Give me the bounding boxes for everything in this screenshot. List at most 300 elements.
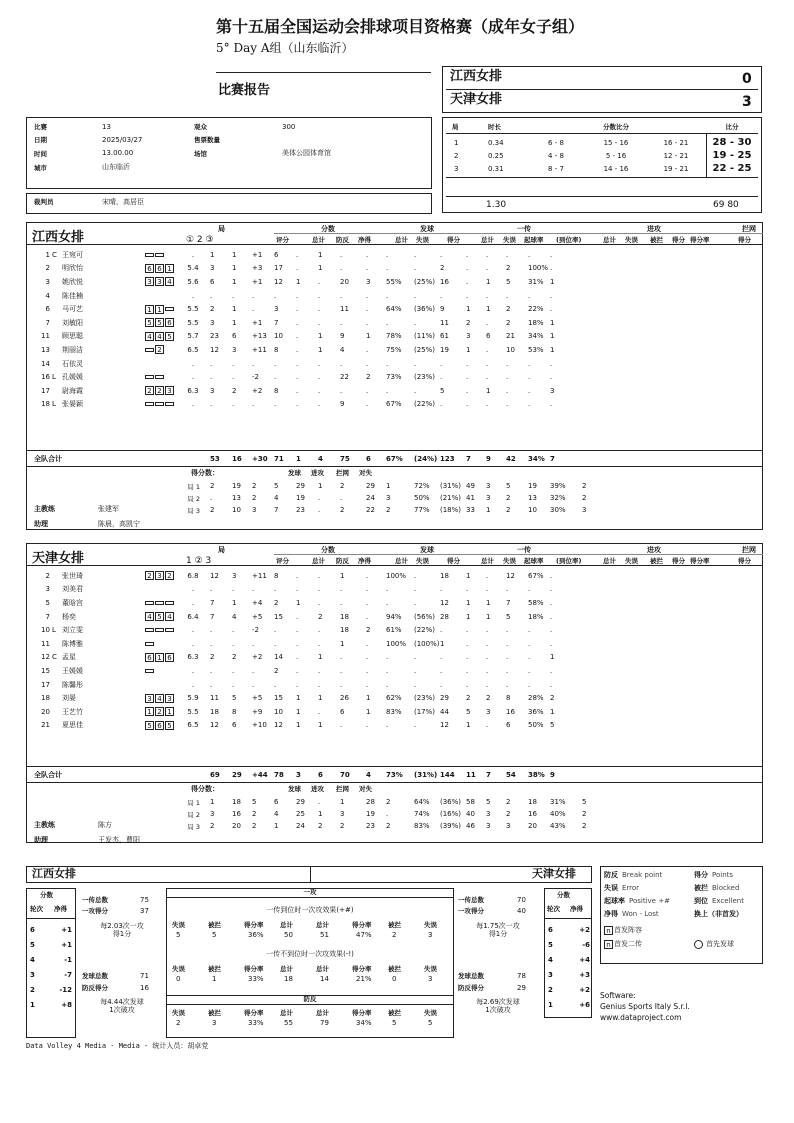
cell-s-tot: 8	[274, 571, 279, 580]
set-cell-op: 4	[274, 494, 279, 502]
cell-r-exc: .	[414, 598, 417, 607]
player-name: 荆丽洁	[62, 345, 83, 354]
cell-a-blo: .	[486, 359, 489, 368]
player-number: 11	[41, 639, 50, 648]
set-position-box: 4	[145, 332, 154, 341]
set-cell-a-pts: 18	[528, 798, 537, 806]
cell-tot: .	[210, 680, 213, 689]
b-ratio: 每1.75次一攻 得1分	[476, 922, 520, 939]
city-label: 城市	[34, 163, 47, 172]
set-label: 局 2	[187, 494, 200, 503]
a-sideout: 37	[140, 907, 149, 915]
cell-a-blo: 3	[486, 707, 491, 716]
cell-a-pts: .	[506, 373, 509, 382]
bench-dash	[145, 402, 154, 406]
cell-b-pts: .	[550, 400, 553, 409]
cell-s-tot: 12	[274, 721, 283, 730]
date-label: 日期	[34, 136, 47, 144]
cell-bp: 3	[232, 571, 237, 580]
set-cell-a-pts: 16	[528, 810, 537, 818]
cell-b-pts: .	[550, 359, 553, 368]
total-r-pos: 67%	[386, 454, 403, 463]
cell-r-tot: 6	[340, 707, 345, 716]
rotation-a-rot-label: 轮次	[30, 905, 43, 913]
rotation-net: +8	[61, 1001, 72, 1009]
rotation-number: 1	[30, 1001, 35, 1009]
subheader-tot: 总计	[481, 236, 494, 244]
cell-s-pts: 1	[318, 250, 323, 259]
mid-head: 得分率	[352, 965, 372, 973]
cell-vote: .	[191, 291, 195, 300]
cell-r-err: .	[366, 345, 369, 354]
legend-code: 失误	[604, 884, 618, 892]
cell-a-err: .	[466, 359, 469, 368]
cell-b-pts: .	[550, 598, 553, 607]
cell-a-err: 1	[466, 305, 471, 314]
cell-a-pct: .	[528, 680, 531, 689]
cell-s-pts: 1	[318, 721, 323, 730]
a-serve-tot-label: 发球总数	[82, 972, 108, 980]
cell-a-tot: .	[440, 373, 443, 382]
set-stat-row	[26, 492, 763, 504]
set-cell-s-pts: 2	[340, 822, 345, 830]
cell-wl: +11	[252, 345, 267, 354]
cell-bp: 1	[232, 318, 237, 327]
cell-a-pts: .	[506, 585, 509, 594]
cell-r-tot: 9	[340, 400, 345, 409]
bench-dash	[145, 253, 154, 257]
report-title: 比赛报告	[218, 83, 271, 98]
set-partial-2: 14 - 16	[603, 164, 629, 173]
set-position-box: 1	[165, 707, 174, 716]
cell-r-err: .	[366, 359, 369, 368]
subheader-err: 失误	[625, 557, 638, 565]
set-cell-r-err: 2	[386, 822, 391, 830]
cell-a-pct: .	[528, 386, 531, 395]
mid-value: 3	[428, 931, 433, 939]
cell-a-pts: 2	[506, 318, 511, 327]
cell-a-pts: .	[506, 666, 509, 675]
mid-head: 总计	[280, 965, 293, 973]
cell-tot: 7	[210, 598, 215, 607]
mid-value: 5	[212, 931, 217, 939]
total-a-tot: 144	[440, 770, 455, 779]
group-underline	[274, 554, 763, 555]
rotation-number: 3	[548, 971, 553, 979]
rotation-row	[30, 986, 74, 1001]
bp-title: 防反	[303, 995, 317, 1003]
player-row	[26, 596, 763, 610]
rotation-row	[30, 971, 74, 986]
set-duration: 0.34	[488, 138, 504, 147]
rotation-row	[548, 956, 590, 971]
sets-head-set: 局	[452, 123, 459, 131]
cell-r-tot: 4	[340, 345, 345, 354]
rotation-row	[548, 941, 590, 956]
rotation-row	[548, 971, 590, 986]
cell-s-pts: 1	[318, 653, 323, 662]
player-rows	[26, 248, 763, 411]
cell-a-tot: 12	[440, 598, 449, 607]
subheader-sub_opp: 对失	[359, 469, 372, 477]
score-team-a: 江西女排	[450, 69, 503, 84]
set-position-box: 6	[165, 653, 174, 662]
set-cell-s-err: 1	[318, 482, 323, 490]
legend-code: 到位	[694, 897, 708, 905]
mid-head: 总计	[280, 921, 293, 929]
cell-a-pct: .	[528, 626, 531, 635]
cell-a-pct: .	[528, 373, 531, 382]
bench-dash	[155, 402, 164, 406]
coach-name: 张建军	[98, 505, 119, 513]
time-label: 时间	[34, 149, 47, 158]
player-sets	[60, 599, 180, 607]
set-label: 局 2	[187, 810, 200, 819]
cell-s-tot: .	[274, 626, 277, 635]
total-a-err: 7	[466, 454, 471, 463]
sets-line	[26, 466, 763, 467]
rotation-b-rot-label: 轮次	[547, 905, 560, 913]
cell-bp: 1	[232, 250, 237, 259]
cell-a-blo: .	[486, 653, 489, 662]
software-line-3: www.dataproject.com	[600, 1013, 682, 1022]
set-cell-b-pts: 2	[582, 494, 587, 502]
referees-box	[26, 193, 432, 214]
mid-value: 0	[176, 975, 181, 983]
set-cell-op: 6	[274, 798, 279, 806]
cell-bp: 1	[232, 264, 237, 273]
total-a-blo: 9	[486, 454, 491, 463]
cell-vote: .	[191, 250, 195, 259]
legend-item	[694, 896, 762, 906]
rotation-row	[548, 986, 590, 1001]
cell-s-pts: .	[318, 585, 321, 594]
cell-a-tot: .	[440, 250, 443, 259]
set-position-box: 1	[165, 264, 174, 273]
cell-a-blo: .	[486, 626, 489, 635]
legend-item	[604, 870, 694, 880]
cell-r-pos: .	[386, 721, 389, 730]
total-s-pts: 4	[318, 454, 323, 463]
subheader-vote: 评分	[276, 557, 289, 565]
cell-a-err: .	[466, 277, 469, 286]
cell-vote: 6.5	[187, 721, 199, 730]
cell-a-blo: .	[486, 680, 489, 689]
set-cell-s-pts: 2	[340, 506, 345, 514]
set-position-box: 1	[145, 305, 154, 314]
cell-a-pts: 8	[506, 694, 511, 703]
cell-vote: .	[191, 626, 195, 635]
cell-wl: +5	[252, 612, 263, 621]
cell-a-pts: 2	[506, 264, 511, 273]
legend-item	[604, 909, 694, 919]
player-row	[26, 651, 763, 665]
set-cell-a-err: 3	[486, 810, 491, 818]
cell-vote: 6.5	[187, 345, 199, 354]
player-sets	[60, 626, 180, 634]
cell-a-pct: 67%	[528, 571, 544, 580]
set-position-box: 6	[155, 721, 164, 730]
cell-s-pts: .	[318, 666, 321, 675]
cell-tot: .	[210, 585, 213, 594]
player-row	[26, 637, 763, 651]
set-position-box: 5	[145, 721, 154, 730]
set-partial-3: 16 - 21	[663, 138, 689, 147]
cell-r-tot: 9	[340, 332, 345, 341]
cell-b-pts: 1	[550, 332, 555, 341]
player-name: 尉海霞	[62, 386, 83, 395]
cell-r-pos: .	[386, 264, 389, 273]
cell-r-err: .	[366, 639, 369, 648]
a-serve-ratio: 每4.44次发球 1次破攻	[100, 998, 144, 1015]
set-cell-a-pct: 30%	[550, 506, 566, 514]
cell-r-tot: 1	[340, 571, 345, 580]
rotation-number: 2	[548, 986, 553, 994]
set-cell-a-pct: 32%	[550, 494, 566, 502]
cell-vote: .	[191, 598, 195, 607]
set-cell-r-tot: 19	[366, 810, 375, 818]
team-total-row	[26, 452, 763, 466]
subheader-pts: 得分	[738, 557, 751, 565]
cell-a-pts: .	[506, 386, 509, 395]
player-role: L	[52, 373, 56, 382]
set-partial-1: 8 - 7	[548, 164, 564, 173]
set-cell-a-blo: 2	[506, 810, 511, 818]
mid-value: 0	[392, 975, 397, 983]
cell-b-pts: .	[550, 639, 553, 648]
player-name: 董晗宫	[62, 598, 83, 607]
cell-a-pct: 58%	[528, 598, 544, 607]
cell-a-err: 2	[466, 318, 471, 327]
cell-r-tot: .	[340, 291, 343, 300]
cell-s-tot: 6	[274, 250, 279, 259]
set-cell-r-pos: 64%	[414, 798, 430, 806]
legend-code: 得分	[694, 871, 708, 879]
player-number: 20	[41, 707, 50, 716]
software-line-2: Genius Sports Italy S.r.l.	[600, 1002, 690, 1011]
player-number: 3	[45, 277, 50, 286]
set-position-box: 2	[155, 707, 164, 716]
set-cell-at: 20	[232, 822, 241, 830]
cell-s-err: 1	[296, 694, 301, 703]
cell-r-exc: .	[414, 318, 417, 327]
set-cell-op: 1	[274, 822, 279, 830]
cell-s-tot: 15	[274, 612, 283, 621]
cell-s-pts: .	[318, 318, 321, 327]
cell-s-tot: .	[274, 373, 277, 382]
cell-r-pos: .	[386, 598, 389, 607]
rotation-row	[30, 941, 74, 956]
mid-value: 33%	[248, 1019, 264, 1027]
cell-a-pct: .	[528, 666, 531, 675]
assistant-name: 陈晨，高凯宁	[98, 520, 140, 528]
set-cell-s-tot: 23	[296, 506, 305, 514]
set-stat-row	[26, 504, 763, 516]
cell-wl: -2	[252, 626, 259, 635]
cell-r-err: .	[366, 400, 369, 409]
set-position-box: 4	[145, 612, 154, 621]
player-sets	[60, 332, 180, 341]
sets-total-score: 69 80	[713, 200, 739, 210]
cell-a-tot: .	[440, 291, 443, 300]
player-name: 姚欣悦	[62, 277, 83, 286]
cell-r-tot: .	[340, 721, 343, 730]
set-cell-sv: 2	[210, 506, 215, 514]
header-underline	[26, 565, 763, 566]
player-row	[26, 569, 763, 583]
cell-bp: .	[232, 639, 235, 648]
mid-value: 79	[320, 1019, 329, 1027]
b-recv-tot: 70	[517, 896, 526, 904]
mid-value: 5	[392, 1019, 397, 1027]
player-row	[26, 705, 763, 719]
total-s-err: 1	[296, 454, 301, 463]
bench-dash	[155, 253, 164, 257]
cell-r-exc: .	[414, 653, 417, 662]
subheader-bp: 防反	[336, 236, 349, 244]
set-cell-a-pts: 13	[528, 494, 537, 502]
cell-vote: .	[191, 666, 195, 675]
cell-s-err: .	[296, 612, 299, 621]
set-cell-bk: 2	[252, 810, 257, 818]
cell-s-err: 1	[296, 721, 301, 730]
cell-a-pts: 5	[506, 277, 511, 286]
mid-head: 总计	[280, 1009, 293, 1017]
team-set-marks: 1 ② 3	[186, 556, 212, 566]
player-number: 15	[41, 666, 50, 675]
mid-values	[166, 975, 454, 986]
player-row	[26, 343, 763, 357]
cell-r-pos: 78%	[386, 332, 402, 341]
cell-vote: .	[191, 585, 195, 594]
set-cell-a-blo: 2	[506, 798, 511, 806]
cell-s-tot: .	[274, 680, 277, 689]
set-label: 局 3	[187, 506, 200, 515]
cell-r-tot: .	[340, 359, 343, 368]
rotation-number: 6	[30, 926, 35, 934]
player-number: 5	[45, 598, 50, 607]
bench-dash	[165, 307, 174, 311]
set-cell-r-tot: 23	[366, 822, 375, 830]
set-position-box: 6	[145, 653, 154, 662]
player-row	[26, 289, 763, 303]
cell-a-pct: 53%	[528, 345, 544, 354]
cell-a-err: .	[466, 639, 469, 648]
cell-wl: +5	[252, 694, 263, 703]
cell-r-exc: (23%)	[414, 694, 436, 703]
set-cell-bk: 2	[252, 494, 257, 502]
mid-head: 得分率	[352, 921, 372, 929]
set-cell-a-pts: 20	[528, 822, 537, 830]
cell-r-pos: .	[386, 666, 389, 675]
player-role: L	[52, 626, 56, 635]
cell-s-err: .	[296, 571, 299, 580]
match-date: 2025/03/27	[102, 135, 143, 144]
cell-vote: .	[191, 400, 195, 409]
cell-s-pts: 2	[318, 612, 323, 621]
rotation-a-title: 分数	[40, 891, 53, 899]
mid-value: 34%	[356, 1019, 372, 1027]
cell-s-err: .	[296, 680, 299, 689]
b-sideout-label: 一攻得分	[458, 907, 484, 915]
cell-bp: 1	[232, 305, 237, 314]
player-number: 16	[41, 373, 50, 382]
set-cell-a-blo: 2	[506, 494, 511, 502]
player-row	[26, 330, 763, 344]
subheader-vote: 评分	[276, 236, 289, 244]
cell-tot: 2	[210, 305, 215, 314]
cell-a-tot: 12	[440, 721, 449, 730]
total-wl: +30	[252, 454, 268, 463]
player-number: 3	[45, 585, 50, 594]
venue: 美体公园体育馆	[282, 149, 331, 157]
sets-line	[26, 782, 763, 783]
cell-bp: .	[232, 626, 235, 635]
legend-item	[694, 909, 762, 919]
cell-a-blo: .	[486, 250, 489, 259]
coach-name: 陈方	[98, 821, 112, 829]
legend-code: 被拦	[694, 884, 708, 892]
set-cell-r-err: 2	[386, 798, 391, 806]
team-name: 江西女排	[32, 230, 85, 245]
assistant-name: 王发杰，曹阳	[98, 836, 140, 844]
cell-r-err: .	[366, 585, 369, 594]
cell-r-err: .	[366, 318, 369, 327]
sets-head-score: 比分	[725, 123, 739, 131]
cell-r-err: .	[366, 571, 369, 580]
mid-head: 被拦	[208, 965, 221, 973]
cell-r-exc: (100%)	[414, 639, 440, 648]
set-cell-r-pos: 83%	[414, 822, 430, 830]
cell-a-pct: .	[528, 653, 531, 662]
set-cell-op: 4	[274, 810, 279, 818]
cell-wl: .	[252, 359, 255, 368]
cell-a-tot: 18	[440, 571, 449, 580]
player-name: 王媛媛	[62, 666, 83, 675]
set-cell-at: 10	[232, 506, 241, 514]
player-number: 13	[41, 345, 50, 354]
software-line-1: Software:	[600, 991, 636, 1000]
legend-desc: Break point	[622, 871, 663, 879]
mid-head: 得分率	[244, 965, 264, 973]
cell-vote: 6.3	[187, 653, 199, 662]
set-position-box: 4	[155, 332, 164, 341]
cell-s-tot: 2	[274, 598, 279, 607]
set-cell-s-err: 1	[318, 810, 323, 818]
subheader-exc: (到位率)	[556, 557, 582, 565]
cell-tot: .	[210, 666, 213, 675]
cell-r-pos: 75%	[386, 345, 402, 354]
cell-a-err: .	[466, 264, 469, 273]
player-name: 王宛可	[62, 250, 83, 259]
total-bp: 16	[232, 454, 242, 463]
player-row	[26, 316, 763, 330]
cell-vote: 5.9	[187, 694, 199, 703]
mid-head: 得分率	[244, 1009, 264, 1017]
cell-r-pos: .	[386, 359, 389, 368]
cell-b-pts: .	[550, 680, 553, 689]
cell-r-pos: 64%	[386, 305, 402, 314]
coach-label: 主教练	[34, 821, 55, 829]
cell-wl: +3	[252, 264, 263, 273]
cell-s-pts: .	[318, 707, 321, 716]
set-cell-r-tot: 24	[366, 494, 375, 502]
cell-r-pos: 73%	[386, 373, 402, 382]
cell-a-tot: 29	[440, 694, 449, 703]
bench-dash	[145, 669, 154, 673]
total-r-pos: 73%	[386, 770, 403, 779]
cell-s-pts: 1	[318, 264, 323, 273]
